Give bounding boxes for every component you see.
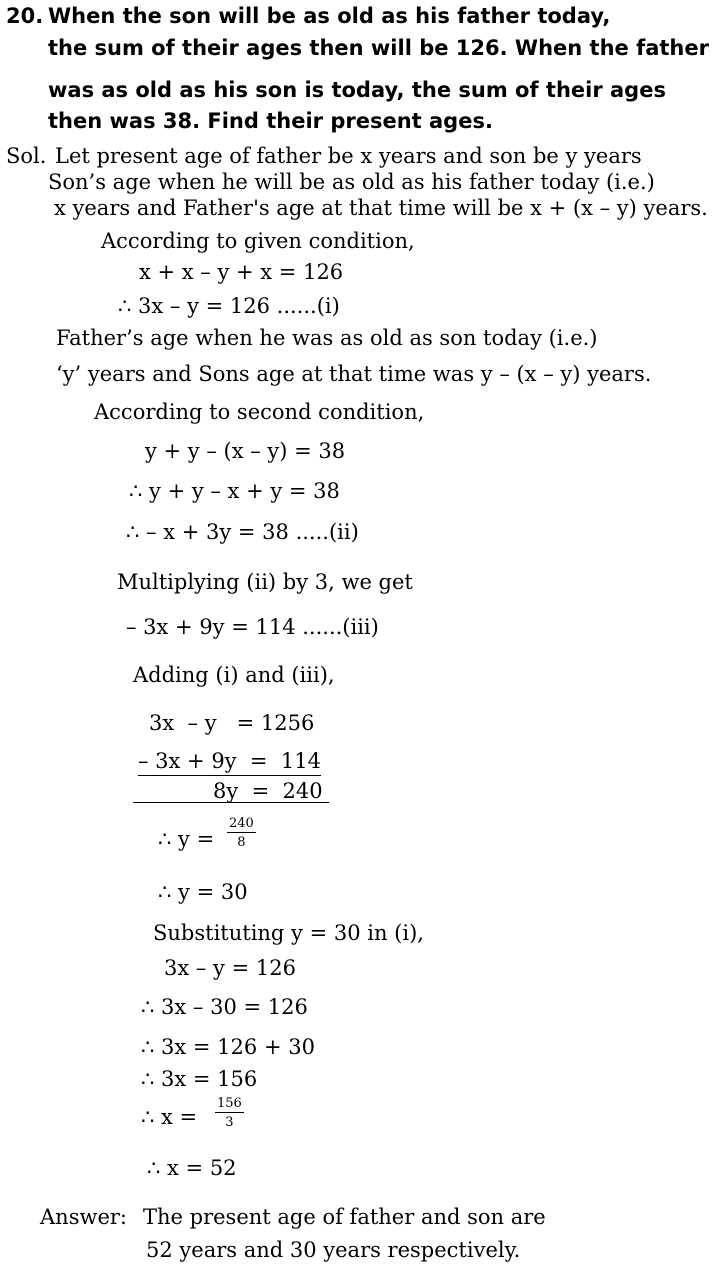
- x-fraction-denominator: 3: [225, 1115, 234, 1130]
- solution-line-8: Father’s age when he was as old as son today (i.e.): [56, 326, 598, 350]
- addition-row-3: 8y = 240: [213, 779, 323, 803]
- solution-line-3: x years and Father's age at that time will be x + (x – y) years.: [54, 196, 708, 220]
- solution-intro: Let present age of father be x years and son be y years: [55, 144, 642, 168]
- substituting-line: Substituting y = 30 in (i),: [153, 921, 424, 945]
- answer-line-2: 52 years and 30 years respectively.: [146, 1238, 521, 1262]
- equation-9: ∴ 3x = 126 + 30: [141, 1035, 315, 1059]
- answer-label: Answer:: [40, 1205, 127, 1229]
- question-line-4: then was 38. Find their present ages.: [48, 109, 493, 133]
- question-number: 20.: [6, 4, 44, 28]
- y-result: ∴ y = 30: [158, 880, 248, 904]
- x-fraction-prefix: ∴ x =: [141, 1105, 198, 1129]
- y-fraction-denominator: 8: [237, 835, 246, 850]
- answer-line-1: The present age of father and son are: [143, 1205, 546, 1229]
- equation-1: x + x – y + x = 126: [139, 260, 344, 284]
- y-fraction-prefix: ∴ y =: [158, 827, 215, 851]
- y-fraction: [227, 817, 256, 849]
- multiplying-line: Multiplying (ii) by 3, we get: [117, 570, 413, 594]
- solution-line-9: ‘y’ years and Sons age at that time was y – (x – y) years.: [56, 362, 652, 386]
- condition-1: According to given condition,: [101, 229, 415, 253]
- x-result: ∴ x = 52: [147, 1156, 237, 1180]
- equation-4: ∴ y + y – x + y = 38: [129, 479, 340, 503]
- equation-2: ∴ 3x – y = 126 ......(i): [118, 294, 340, 318]
- question-line-1: When the son will be as old as his father today,: [48, 4, 611, 28]
- adding-line: Adding (i) and (iii),: [133, 663, 335, 687]
- condition-2: According to second condition,: [94, 400, 425, 424]
- addition-row-1: 3x – y = 1256: [149, 711, 315, 735]
- solution-line-2: Son’s age when he will be as old as his father today (i.e.): [48, 170, 655, 194]
- solution-label: Sol.: [6, 144, 47, 168]
- question-line-2: the sum of their ages then will be 126. When the father: [48, 36, 709, 60]
- x-fraction: [215, 1097, 244, 1129]
- addition-row-2: – 3x + 9y = 114: [138, 751, 321, 776]
- equation-10: ∴ 3x = 156: [141, 1067, 258, 1091]
- equation-5: ∴ – x + 3y = 38 .....(ii): [126, 520, 359, 544]
- equation-8: ∴ 3x – 30 = 126: [141, 995, 308, 1019]
- question-line-3: was as old as his son is today, the sum of their ages: [48, 78, 666, 102]
- equation-3: y + y – (x – y) = 38: [145, 439, 346, 463]
- equation-6: – 3x + 9y = 114 ......(iii): [126, 615, 379, 639]
- x-fraction-numerator: 156: [217, 1096, 242, 1111]
- equation-7: 3x – y = 126: [164, 956, 296, 980]
- y-fraction-numerator: 240: [229, 816, 254, 831]
